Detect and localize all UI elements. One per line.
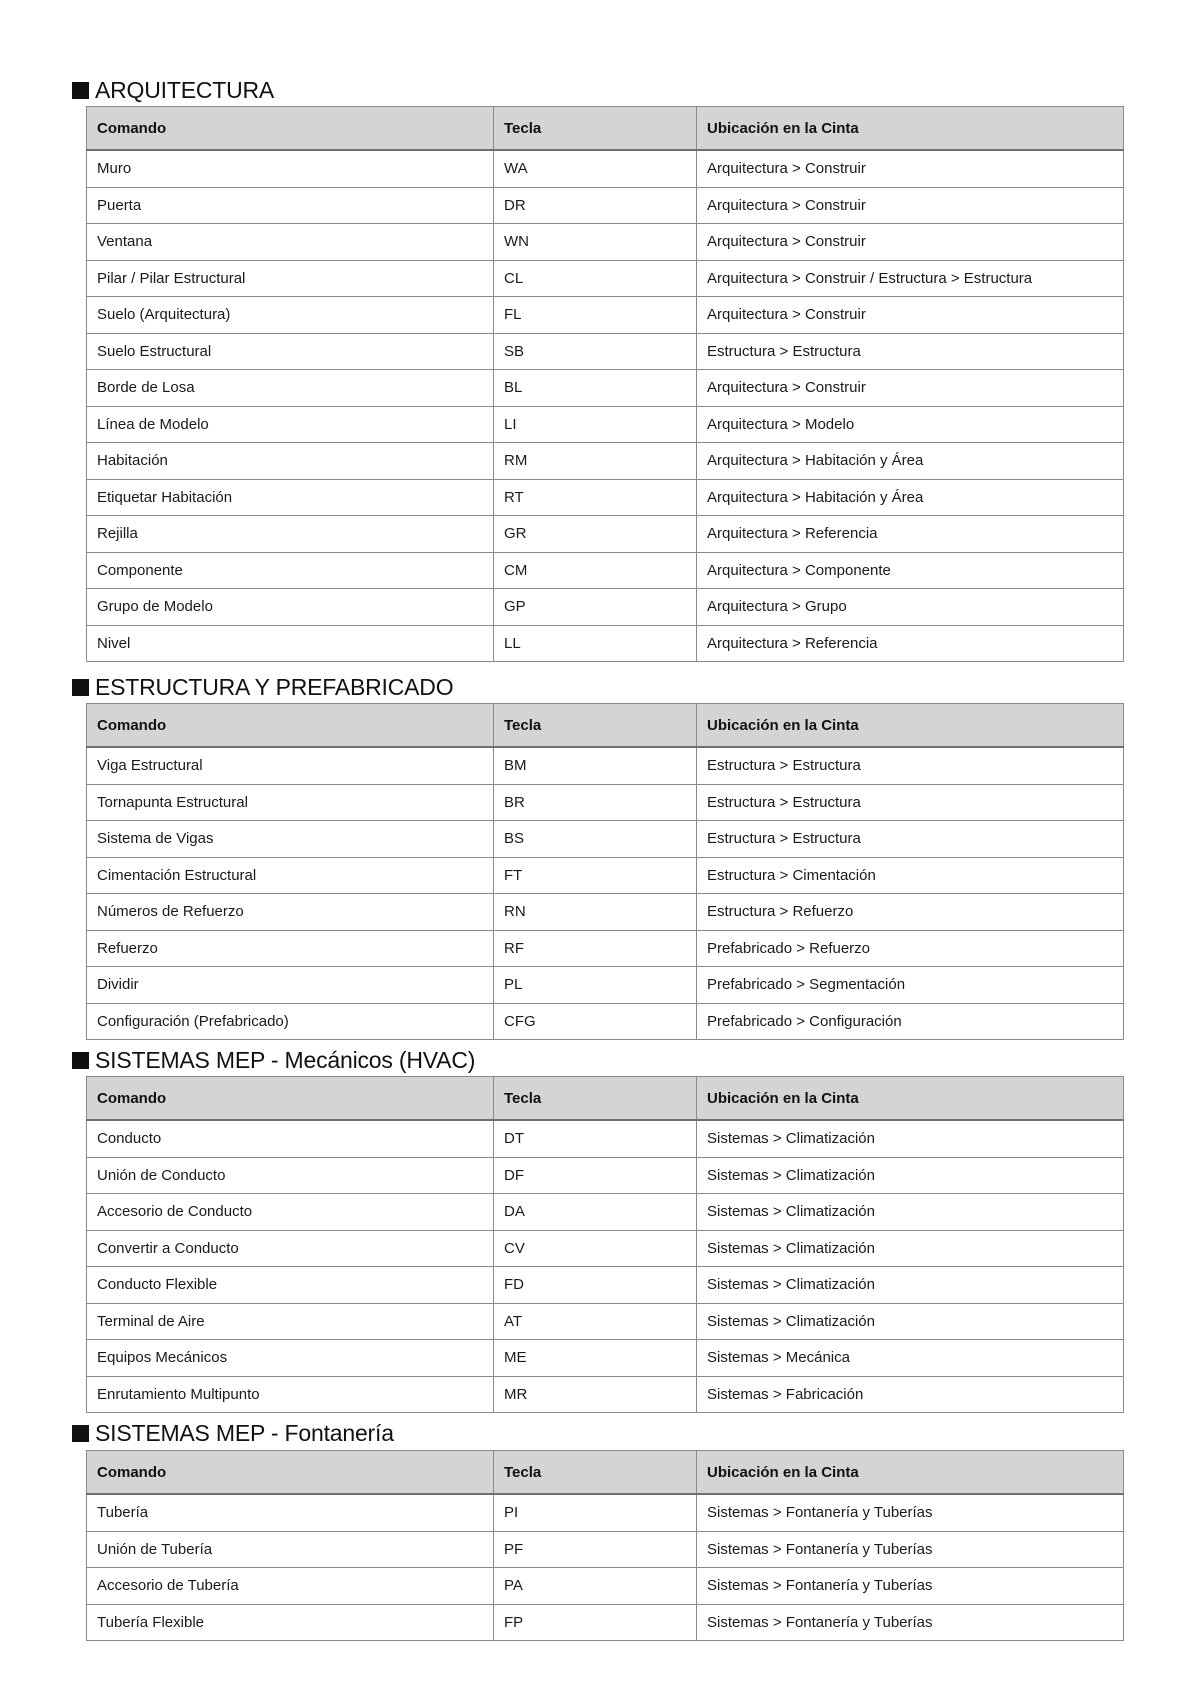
header-key: Tecla [494, 704, 697, 748]
commands-table [86, 703, 1124, 1040]
cell-location: Prefabricado > Refuerzo [697, 930, 1124, 967]
cell-location: Sistemas > Climatización [697, 1194, 1124, 1231]
table-header-row [87, 107, 1124, 151]
cell-location: Sistemas > Fontanería y Tuberías [697, 1531, 1124, 1568]
cell-command: Terminal de Aire [87, 1303, 494, 1340]
cell-key: FL [494, 297, 697, 334]
cell-key: DT [494, 1120, 697, 1157]
cell-key: FT [494, 857, 697, 894]
header-command: Comando [87, 107, 494, 151]
cell-command: Tubería Flexible [87, 1604, 494, 1641]
cell-key: GP [494, 589, 697, 626]
cell-location: Sistemas > Climatización [697, 1267, 1124, 1304]
table-row [87, 967, 1124, 1004]
cell-command: Números de Refuerzo [87, 894, 494, 931]
table-row [87, 894, 1124, 931]
cell-key: DF [494, 1157, 697, 1194]
cell-location: Arquitectura > Construir [697, 150, 1124, 187]
cell-command: Línea de Modelo [87, 406, 494, 443]
header-key: Tecla [494, 1451, 697, 1495]
cell-key: DA [494, 1194, 697, 1231]
cell-command: Tornapunta Estructural [87, 784, 494, 821]
cell-command: Unión de Tubería [87, 1531, 494, 1568]
cell-command: Conducto Flexible [87, 1267, 494, 1304]
cell-command: Etiquetar Habitación [87, 479, 494, 516]
cell-key: BM [494, 747, 697, 784]
cell-command: Accesorio de Tubería [87, 1568, 494, 1605]
cell-key: CV [494, 1230, 697, 1267]
cell-command: Unión de Conducto [87, 1157, 494, 1194]
table-body [87, 150, 1124, 662]
table-row [87, 150, 1124, 187]
cell-key: WN [494, 224, 697, 261]
cell-location: Estructura > Refuerzo [697, 894, 1124, 931]
cell-key: PL [494, 967, 697, 1004]
cell-location: Sistemas > Mecánica [697, 1340, 1124, 1377]
cell-command: Suelo Estructural [87, 333, 494, 370]
table-row [87, 1568, 1124, 1605]
header-command: Comando [87, 1077, 494, 1121]
cell-key: CL [494, 260, 697, 297]
cell-command: Configuración (Prefabricado) [87, 1003, 494, 1040]
cell-location: Arquitectura > Construir [697, 297, 1124, 334]
cell-location: Sistemas > Climatización [697, 1157, 1124, 1194]
table-body [87, 1494, 1124, 1641]
table-row [87, 406, 1124, 443]
cell-location: Sistemas > Fabricación [697, 1376, 1124, 1413]
cell-command: Pilar / Pilar Estructural [87, 260, 494, 297]
table-header-row [87, 704, 1124, 748]
cell-location: Sistemas > Fontanería y Tuberías [697, 1494, 1124, 1531]
black-square-icon [72, 1425, 89, 1442]
table-row [87, 1120, 1124, 1157]
section-title [72, 75, 274, 105]
cell-command: Refuerzo [87, 930, 494, 967]
cell-key: PF [494, 1531, 697, 1568]
cell-location: Arquitectura > Componente [697, 552, 1124, 589]
cell-location: Arquitectura > Modelo [697, 406, 1124, 443]
section-title [72, 1418, 394, 1448]
cell-location: Sistemas > Fontanería y Tuberías [697, 1604, 1124, 1641]
table-row [87, 260, 1124, 297]
commands-table [86, 1450, 1124, 1641]
cell-location: Arquitectura > Habitación y Área [697, 443, 1124, 480]
cell-key: FP [494, 1604, 697, 1641]
section-title-text: ESTRUCTURA Y PREFABRICADO [95, 673, 454, 700]
cell-key: BL [494, 370, 697, 407]
cell-key: RM [494, 443, 697, 480]
table-header-row [87, 1451, 1124, 1495]
cell-command: Rejilla [87, 516, 494, 553]
table-row [87, 930, 1124, 967]
cell-location: Arquitectura > Construir [697, 224, 1124, 261]
cell-key: BS [494, 821, 697, 858]
cell-key: SB [494, 333, 697, 370]
table-row [87, 747, 1124, 784]
header-key: Tecla [494, 107, 697, 151]
table-row [87, 479, 1124, 516]
cell-command: Tubería [87, 1494, 494, 1531]
cell-key: ME [494, 1340, 697, 1377]
cell-key: RF [494, 930, 697, 967]
cell-key: WA [494, 150, 697, 187]
table-row [87, 1303, 1124, 1340]
black-square-icon [72, 679, 89, 696]
cell-location: Arquitectura > Construir / Estructura > Estructura [697, 260, 1124, 297]
cell-command: Suelo (Arquitectura) [87, 297, 494, 334]
cell-command: Componente [87, 552, 494, 589]
cell-location: Estructura > Estructura [697, 333, 1124, 370]
cell-key: RN [494, 894, 697, 931]
cell-command: Grupo de Modelo [87, 589, 494, 626]
table-row [87, 552, 1124, 589]
cell-command: Accesorio de Conducto [87, 1194, 494, 1231]
cell-location: Sistemas > Climatización [697, 1120, 1124, 1157]
table-row [87, 1267, 1124, 1304]
cell-key: GR [494, 516, 697, 553]
table-row [87, 224, 1124, 261]
table-row [87, 297, 1124, 334]
cell-command: Muro [87, 150, 494, 187]
commands-table [86, 1076, 1124, 1413]
cell-key: PA [494, 1568, 697, 1605]
cell-location: Arquitectura > Habitación y Área [697, 479, 1124, 516]
header-location: Ubicación en la Cinta [697, 704, 1124, 748]
cell-command: Conducto [87, 1120, 494, 1157]
table-row [87, 1604, 1124, 1641]
cell-key: LL [494, 625, 697, 662]
cell-key: CFG [494, 1003, 697, 1040]
table-row [87, 370, 1124, 407]
cell-key: MR [494, 1376, 697, 1413]
table-row [87, 821, 1124, 858]
cell-key: RT [494, 479, 697, 516]
cell-key: PI [494, 1494, 697, 1531]
cell-location: Estructura > Cimentación [697, 857, 1124, 894]
section-title-text: ARQUITECTURA [95, 76, 275, 103]
table-row [87, 1531, 1124, 1568]
cell-location: Estructura > Estructura [697, 784, 1124, 821]
cell-key: CM [494, 552, 697, 589]
cell-key: AT [494, 1303, 697, 1340]
cell-location: Arquitectura > Referencia [697, 625, 1124, 662]
table-header-row [87, 1077, 1124, 1121]
header-command: Comando [87, 1451, 494, 1495]
cell-location: Sistemas > Fontanería y Tuberías [697, 1568, 1124, 1605]
cell-command: Puerta [87, 187, 494, 224]
table-row [87, 516, 1124, 553]
black-square-icon [72, 1052, 89, 1069]
cell-key: BR [494, 784, 697, 821]
cell-location: Arquitectura > Referencia [697, 516, 1124, 553]
cell-location: Prefabricado > Segmentación [697, 967, 1124, 1004]
black-square-icon [72, 82, 89, 99]
table-row [87, 333, 1124, 370]
cell-command: Nivel [87, 625, 494, 662]
cell-location: Sistemas > Climatización [697, 1230, 1124, 1267]
table-row [87, 1340, 1124, 1377]
cell-location: Estructura > Estructura [697, 747, 1124, 784]
commands-table [86, 106, 1124, 662]
table-row [87, 589, 1124, 626]
table-row [87, 443, 1124, 480]
cell-command: Ventana [87, 224, 494, 261]
section-title [72, 672, 453, 702]
table-body [87, 1120, 1124, 1413]
header-command: Comando [87, 704, 494, 748]
table-row [87, 784, 1124, 821]
cell-location: Arquitectura > Grupo [697, 589, 1124, 626]
cell-command: Enrutamiento Multipunto [87, 1376, 494, 1413]
cell-command: Cimentación Estructural [87, 857, 494, 894]
cell-command: Equipos Mecánicos [87, 1340, 494, 1377]
cell-location: Estructura > Estructura [697, 821, 1124, 858]
cell-key: LI [494, 406, 697, 443]
cell-location: Arquitectura > Construir [697, 370, 1124, 407]
table-row [87, 1230, 1124, 1267]
table-row [87, 1194, 1124, 1231]
section-title [72, 1045, 475, 1075]
cell-command: Habitación [87, 443, 494, 480]
table-row [87, 187, 1124, 224]
table-row [87, 1157, 1124, 1194]
header-location: Ubicación en la Cinta [697, 107, 1124, 151]
table-row [87, 625, 1124, 662]
cell-command: Viga Estructural [87, 747, 494, 784]
table-body [87, 747, 1124, 1040]
cell-command: Convertir a Conducto [87, 1230, 494, 1267]
section-title-text: SISTEMAS MEP - Mecánicos (HVAC) [95, 1046, 476, 1073]
cell-command: Borde de Losa [87, 370, 494, 407]
table-row [87, 1003, 1124, 1040]
table-row [87, 1376, 1124, 1413]
cell-key: DR [494, 187, 697, 224]
cell-command: Dividir [87, 967, 494, 1004]
section-title-text: SISTEMAS MEP - Fontanería [95, 1419, 394, 1446]
table-row [87, 1494, 1124, 1531]
header-key: Tecla [494, 1077, 697, 1121]
cell-key: FD [494, 1267, 697, 1304]
cell-location: Prefabricado > Configuración [697, 1003, 1124, 1040]
header-location: Ubicación en la Cinta [697, 1451, 1124, 1495]
cell-location: Arquitectura > Construir [697, 187, 1124, 224]
header-location: Ubicación en la Cinta [697, 1077, 1124, 1121]
cell-location: Sistemas > Climatización [697, 1303, 1124, 1340]
table-row [87, 857, 1124, 894]
cell-command: Sistema de Vigas [87, 821, 494, 858]
